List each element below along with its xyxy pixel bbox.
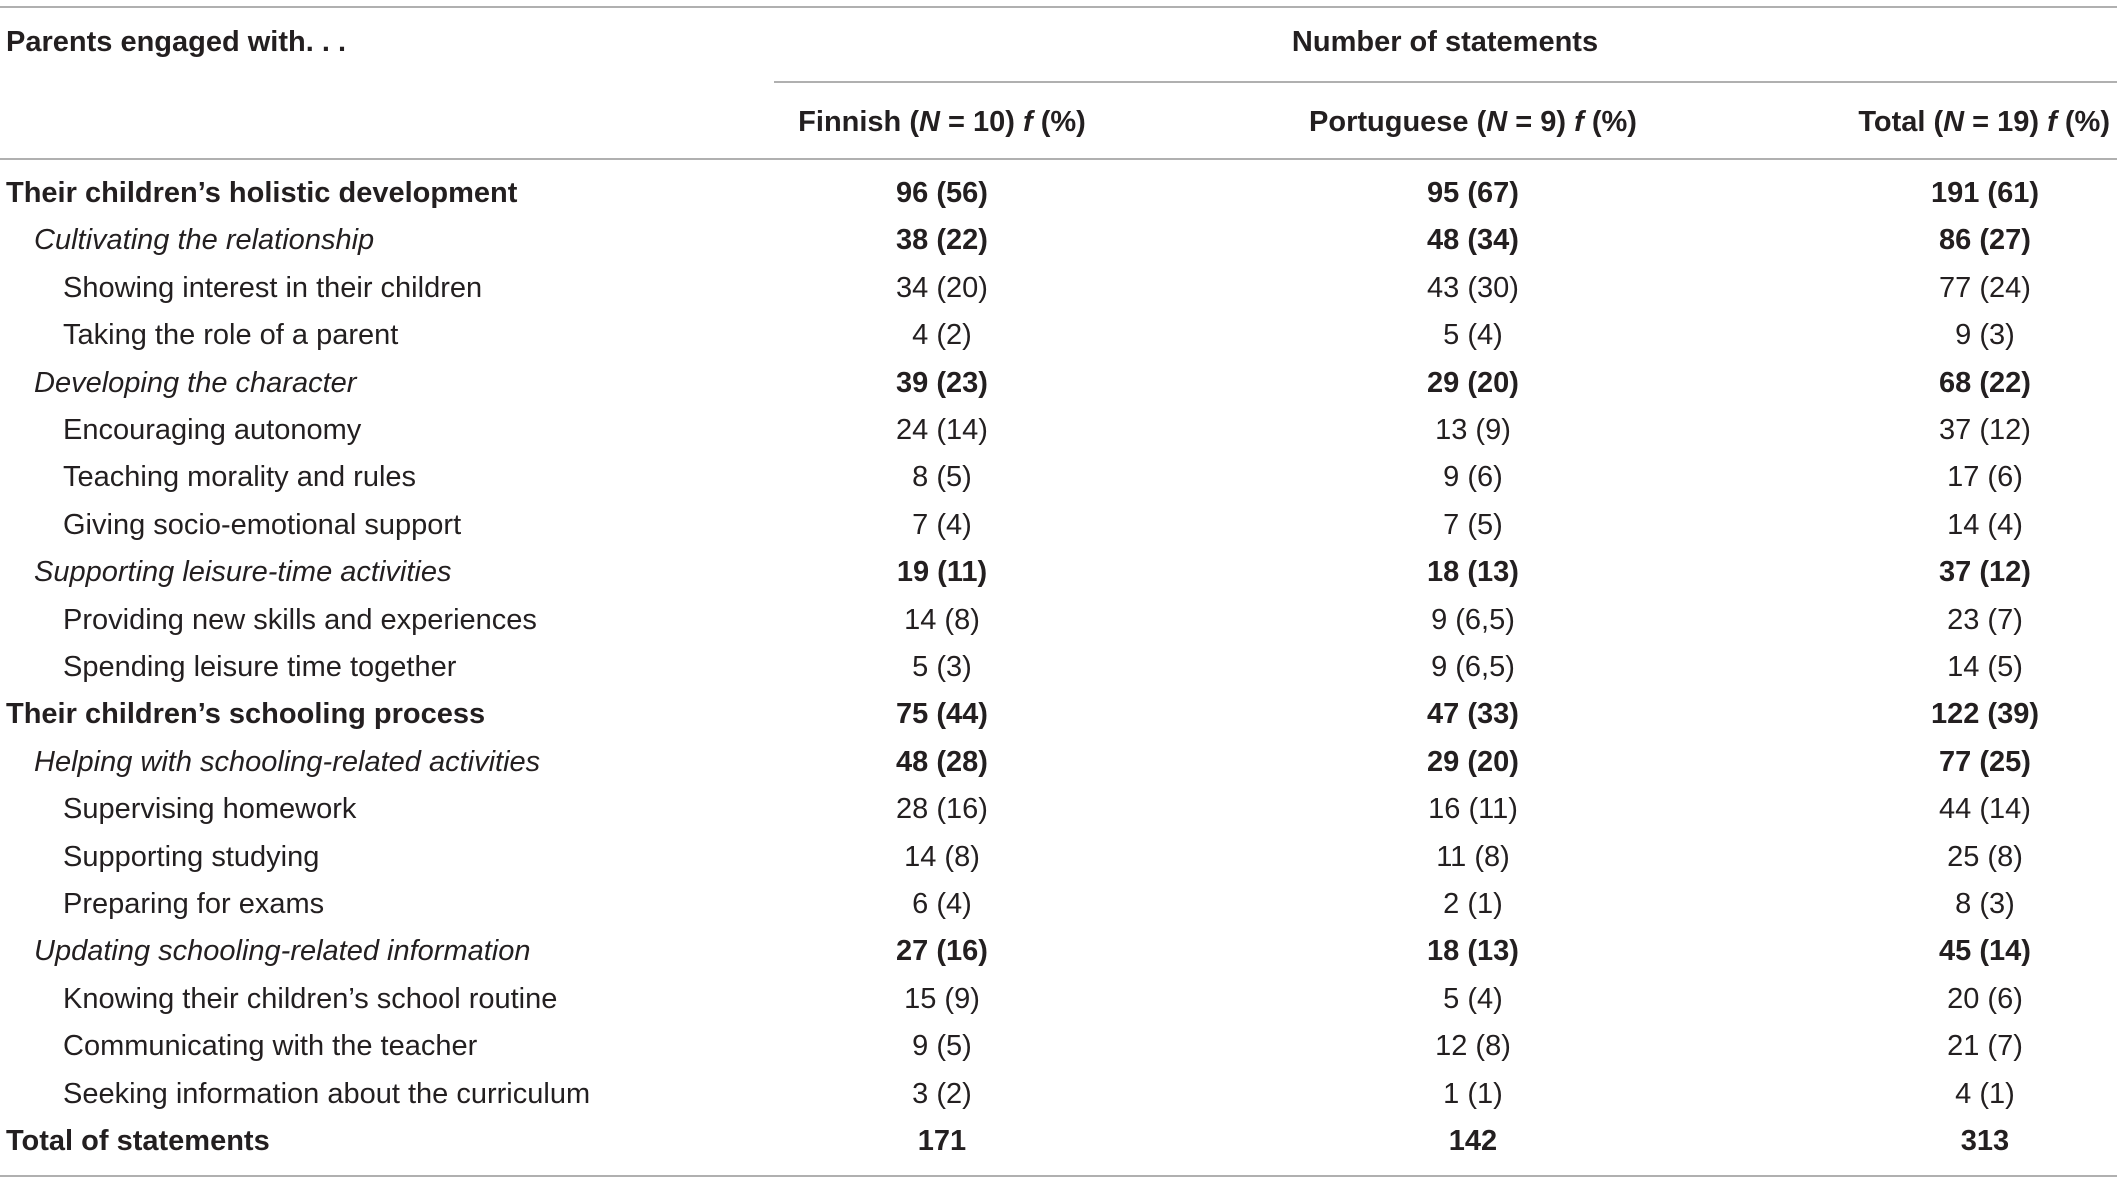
item-label: Communicating with the teacher: [63, 1030, 478, 1062]
finnish-value: 3 (2): [912, 1078, 972, 1110]
finnish-value: 8 (5): [912, 461, 972, 493]
finnish-value: 28 (16): [896, 793, 988, 825]
total-value: 45 (14): [1939, 935, 2031, 967]
header-rule: [0, 158, 2117, 160]
total-value: 37 (12): [1939, 556, 2031, 588]
finnish-value: 4 (2): [912, 319, 972, 351]
spanner-rule: [774, 81, 2117, 83]
portuguese-value: 29 (20): [1427, 367, 1519, 399]
stub-header: Parents engaged with. . .: [6, 26, 347, 58]
total-value: 313: [1960, 1125, 2010, 1157]
total-value: 77 (25): [1939, 746, 2031, 778]
portuguese-value: 95 (67): [1427, 177, 1519, 209]
portuguese-value: 18 (13): [1427, 556, 1519, 588]
spanner-header: Number of statements: [1291, 26, 1599, 58]
portuguese-value: 9 (6): [1443, 461, 1503, 493]
portuguese-value: 9 (6,5): [1431, 651, 1515, 683]
subcategory-label: Developing the character: [34, 367, 357, 399]
total-value: 4 (1): [1955, 1078, 2015, 1110]
finnish-value: 75 (44): [896, 698, 988, 730]
finnish-value: 39 (23): [896, 367, 988, 399]
finnish-value: 9 (5): [912, 1030, 972, 1062]
finnish-value: 27 (16): [896, 935, 988, 967]
finnish-value: 96 (56): [896, 177, 988, 209]
item-label: Giving socio-emotional support: [63, 509, 462, 541]
column-header-total: Total (N = 19) f (%): [1858, 106, 2110, 138]
finnish-value: 7 (4): [912, 509, 972, 541]
finnish-value: 48 (28): [896, 746, 988, 778]
total-value: 9 (3): [1955, 319, 2015, 351]
finnish-value: 14 (8): [904, 841, 980, 873]
portuguese-value: 7 (5): [1443, 509, 1503, 541]
total-value: 86 (27): [1939, 224, 2031, 256]
total-value: 37 (12): [1939, 414, 2031, 446]
subcategory-label: Updating schooling-related information: [34, 935, 531, 967]
finnish-value: 24 (14): [896, 414, 988, 446]
portuguese-value: 2 (1): [1443, 888, 1503, 920]
item-label: Preparing for exams: [63, 888, 325, 920]
item-label: Spending leisure time together: [63, 651, 457, 683]
category-label: Total of statements: [6, 1125, 270, 1157]
category-label: Their children’s schooling process: [6, 698, 486, 730]
finnish-value: 171: [917, 1125, 967, 1157]
total-value: 23 (7): [1947, 604, 2023, 636]
portuguese-value: 48 (34): [1427, 224, 1519, 256]
portuguese-value: 1 (1): [1443, 1078, 1503, 1110]
total-value: 20 (6): [1947, 983, 2023, 1015]
item-label: Seeking information about the curriculum: [63, 1078, 591, 1110]
total-value: 8 (3): [1955, 888, 2015, 920]
item-label: Taking the role of a parent: [63, 319, 399, 351]
finnish-value: 38 (22): [896, 224, 988, 256]
portuguese-value: 29 (20): [1427, 746, 1519, 778]
finnish-value: 14 (8): [904, 604, 980, 636]
item-label: Encouraging autonomy: [63, 414, 362, 446]
total-value: 77 (24): [1939, 272, 2031, 304]
item-label: Providing new skills and experiences: [63, 604, 537, 636]
total-value: 14 (5): [1947, 651, 2023, 683]
portuguese-value: 43 (30): [1427, 272, 1519, 304]
portuguese-value: 9 (6,5): [1431, 604, 1515, 636]
portuguese-value: 5 (4): [1443, 319, 1503, 351]
total-value: 21 (7): [1947, 1030, 2023, 1062]
finnish-value: 5 (3): [912, 651, 972, 683]
total-value: 17 (6): [1947, 461, 2023, 493]
column-header-portuguese: Portuguese (N = 9) f (%): [1309, 106, 1637, 138]
portuguese-value: 47 (33): [1427, 698, 1519, 730]
finnish-value: 15 (9): [904, 983, 980, 1015]
total-value: 44 (14): [1939, 793, 2031, 825]
bottom-rule: [0, 1175, 2117, 1177]
item-label: Supervising homework: [63, 793, 357, 825]
item-label: Teaching morality and rules: [63, 461, 417, 493]
finnish-value: 6 (4): [912, 888, 972, 920]
portuguese-value: 13 (9): [1435, 414, 1511, 446]
item-label: Showing interest in their children: [63, 272, 483, 304]
portuguese-value: 16 (11): [1428, 793, 1518, 825]
item-label: Supporting studying: [63, 841, 320, 873]
portuguese-value: 142: [1448, 1125, 1498, 1157]
finnish-value: 34 (20): [896, 272, 988, 304]
portuguese-value: 12 (8): [1435, 1030, 1511, 1062]
column-header-finnish: Finnish (N = 10) f (%): [798, 106, 1086, 138]
total-value: 122 (39): [1930, 698, 2040, 730]
subcategory-label: Cultivating the relationship: [34, 224, 375, 256]
total-value: 68 (22): [1939, 367, 2031, 399]
category-label: Their children’s holistic development: [6, 177, 518, 209]
portuguese-value: 18 (13): [1427, 935, 1519, 967]
top-rule: [0, 6, 2117, 8]
subcategory-label: Helping with schooling-related activities: [34, 746, 541, 778]
total-value: 25 (8): [1947, 841, 2023, 873]
portuguese-value: 11 (8): [1436, 841, 1510, 873]
item-label: Knowing their children’s school routine: [63, 983, 558, 1015]
total-value: 14 (4): [1947, 509, 2023, 541]
portuguese-value: 5 (4): [1443, 983, 1503, 1015]
finnish-value: 19 (11): [896, 556, 988, 588]
total-value: 191 (61): [1930, 177, 2040, 209]
subcategory-label: Supporting leisure-time activities: [34, 556, 452, 588]
